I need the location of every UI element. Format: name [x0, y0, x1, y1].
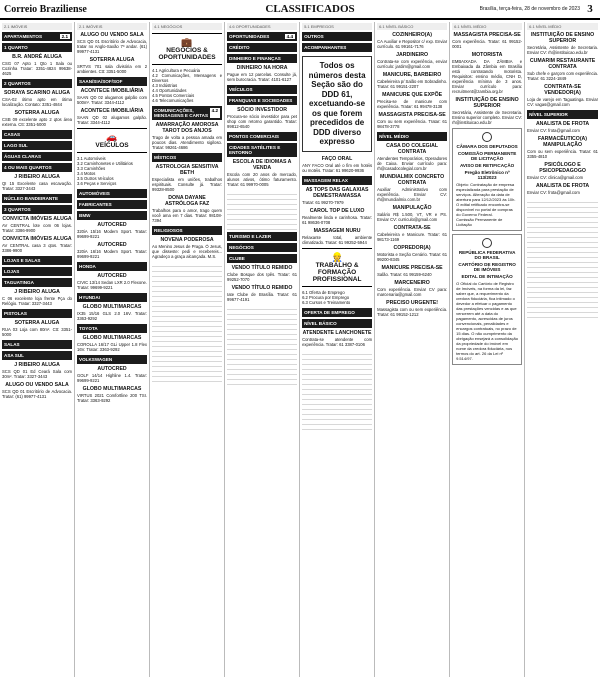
- ad-title: AMARRAÇÃO AMOROSA TAROT DOS ANJOS: [155, 122, 219, 134]
- ad-title: CASA DO COLEGIAL CONTRATA: [386, 143, 439, 155]
- section-index: [77, 156, 147, 186]
- ad-text: QI 15 Excelente casa escavação. Tratar: 3327-3443: [2, 181, 73, 191]
- text-filler: [227, 305, 297, 385]
- ad-title: MASSAGEM NURU: [313, 227, 361, 234]
- classified-ad: [452, 52, 522, 94]
- ad-text: Contrata-se com experiência, enviar currículo: jardim@gmail.com: [377, 59, 448, 69]
- classified-ad: [77, 273, 147, 290]
- category-label: OPORTUNIDADES: [229, 34, 270, 39]
- section-header-business: [152, 33, 222, 65]
- category-header: MASSAGEM RELAX: [302, 176, 372, 185]
- category-label: APARTAMENTOS: [4, 34, 43, 39]
- edital-text: O Oficial do Cartório de Registro de Imóveis, na forma da lei, faz saber que, a requerimento da credora fiduciária, fica intimado o devedor a efetuar o pagamento das prestações vencidas e as que vencerem até a data do pagamento, acrescidas de juros convencionais, penalidades e encargos contratuais, no prazo de 15 dias. O não cumprimento da obrigação ensejará a consolidação da propriedade do imóvel em nome da credora fiduciária, nos termos do art. 26 da Lei nº 9.514/97.: [456, 281, 518, 361]
- section-index: [152, 68, 222, 103]
- classified-ad: [377, 112, 447, 129]
- ad-title: VENDO TÍTULO REMIDO: [231, 265, 293, 271]
- official-edital: [452, 234, 522, 365]
- text-filler: [527, 198, 598, 318]
- classified-ad: [152, 195, 222, 223]
- ad-title: CONVICTA IMÓVEIS ALUGA: [2, 236, 72, 242]
- classified-ad: [377, 205, 447, 222]
- section-index: [302, 290, 372, 305]
- ad-text: Procura-se sócio investidor para pet shop com retorno garantido. Tratar: 99812-6540: [227, 114, 298, 129]
- ad-title: MUNDIALMIX CONCRETO CONTRATA: [380, 174, 445, 186]
- ad-title: CONTRATA-SE: [393, 225, 431, 231]
- classified-ad: [377, 32, 447, 49]
- car-icon: 🚗: [106, 132, 118, 142]
- ad-text: ANY FACO Oral até o fim em hotéis ou motéis. Tratar: 61 99620-9936: [302, 162, 373, 173]
- section-header-label: NEGÓCIOS & OPORTUNIDADES: [158, 47, 216, 61]
- ad-title: AUTOCRED: [97, 222, 127, 228]
- classified-ad: [527, 84, 598, 107]
- category-number: 2.1: [61, 34, 69, 39]
- category-header: VOLKSWAGEN: [77, 355, 147, 364]
- column-7: [450, 22, 525, 677]
- category-header: TAGUATINGA: [2, 278, 72, 287]
- classified-ad: [527, 58, 598, 81]
- section-title: CLASSIFICADOS: [265, 3, 355, 15]
- category-header: HYUNDAI: [77, 293, 147, 302]
- ad-title: GLOBO MULTIMARCAS: [82, 335, 142, 341]
- ad-title: J RIBEIRO ALUGA: [14, 362, 60, 368]
- section-header-jobs: [302, 248, 372, 287]
- ad-title: MOTORISTA: [471, 52, 503, 58]
- ad-text: SCS QD 01 Escritório de Advocacia. Tratar: (61) 99977-4131: [2, 389, 73, 399]
- column-tab: 4.6 OPORTUNIDADES: [227, 23, 297, 30]
- ad-title: FAÇO ORAL: [321, 155, 353, 162]
- category-header: TURISMO E LAZER: [227, 232, 297, 241]
- edital-org: REPÚBLICA FEDERATIVA DO BRASIL: [458, 250, 516, 260]
- ad-title: AUTOCRED: [97, 273, 127, 279]
- classified-ad: [527, 121, 598, 133]
- classified-ad: [452, 97, 522, 125]
- ad-title: CAROL TOP DE LUXO: [309, 207, 365, 214]
- classified-ad: [2, 289, 72, 306]
- classified-ad: [152, 237, 222, 259]
- ad-title: MARCENEIRO: [394, 280, 430, 286]
- ad-title: B.R. ANDRÉ ALUGA: [12, 54, 62, 60]
- column-grid: [0, 22, 600, 677]
- ad-text: CSB 09 excelente apto 2 qtos área externa. Ctt: 3351-5000: [2, 117, 73, 127]
- category-header: CLUBE: [227, 254, 297, 263]
- index-item: 4.3 Indústrias: [152, 83, 178, 88]
- classified-ad: [2, 54, 72, 76]
- category-header: SALAS: [2, 340, 72, 349]
- category-header: CASAS: [2, 130, 72, 139]
- classified-ad: [302, 208, 372, 225]
- category-header: ÁGUAS CLARAS: [2, 152, 72, 161]
- ad-title: MANICURE QUE EXPÕE: [382, 92, 443, 98]
- classified-ad: [452, 32, 522, 49]
- ad-text: CIVIC 13/14 Sedan LXR 2.0 Flexone. Tratar: 99699-9221: [77, 280, 148, 290]
- ad-title: MANIPULAÇÃO: [392, 205, 432, 211]
- ad-text: Realmente linda e carinhosa. Tratar: 61 98636-0708: [302, 214, 373, 225]
- ad-text: Salário R$ 1.500, VT, VR e PS. Enviar CV: curriculo@gmail.com: [377, 212, 448, 222]
- ad-text: Loja de varejo em Taguatinga. Enviar CV: vagas@gmail.com: [527, 97, 598, 107]
- ad-text: Enviar CV: clinica@gmail.com: [527, 175, 584, 180]
- category-header: CRÉDITO: [227, 43, 297, 52]
- ad-title: DONA DAYANE ASTRÓLOGA FAZ: [164, 195, 210, 207]
- coat-of-arms-icon: [482, 238, 492, 248]
- column-tab: 2.1 IMÓVEIS: [2, 23, 72, 30]
- ad-title: MANICURE, BARBEIRO: [382, 72, 442, 78]
- section-header-label: TRABALHO & FORMAÇÃO PROFISSIONAL: [312, 261, 362, 283]
- ad-text: Escola com 20 anos de mercado, alunos ativos, ótimo faturamento. Tratar: 61 99970-0005: [227, 172, 298, 187]
- ad-title: PSICÓLOGO E PSICOPEDAGOGO: [539, 162, 586, 174]
- category-header: NÍVEL BÁSICO: [302, 319, 372, 328]
- ad-title: CUMARIM RESTAURANTE CONTRATA: [529, 58, 596, 70]
- category-header: [227, 32, 297, 41]
- classified-ad: [377, 72, 447, 89]
- ad-title: NOVENA PODEROSA: [160, 237, 214, 243]
- ad-title: GLOBO MULTIMARCAS: [82, 304, 142, 310]
- ad-text: Trago de volta a pessoa amada em poucos dias. Atendimento sigiloso. Tratar: 99261-4686: [152, 135, 223, 150]
- column-tab: 2.1 IMÓVEIS: [77, 23, 147, 30]
- category-header: NEGÓCIOS: [227, 243, 297, 252]
- classified-ad: [77, 242, 147, 259]
- column-tab: 5.1 EMPREGOS: [302, 23, 372, 30]
- category-header: FABRICANTES: [77, 200, 147, 209]
- ad-title: A$ TOPS DAS GALAXIAS DEMESTRAMASSA: [305, 186, 369, 199]
- category-header: NÍVEL SUPERIOR: [527, 110, 598, 119]
- ad-title: ATENDENTE LANCHONETE: [302, 329, 372, 336]
- ad-text: Tratar: 61 99270-7979: [302, 199, 344, 205]
- ad-text: Relaxante total, ambiente climatizado. Tratar: 61 99252-5944: [302, 234, 373, 245]
- ad-title: INSTITUIÇÃO DE ENSINO SUPERIOR: [530, 32, 595, 44]
- publication-date: Brasília, terça-feira, 28 de novembro de 2023: [479, 6, 580, 12]
- ad-text: Salão. Tratar: 61 99159-6240: [377, 272, 432, 277]
- classified-ad: [2, 362, 72, 379]
- classified-ad: [77, 32, 147, 54]
- index-item: 4.6 Telecomunicações: [152, 98, 194, 103]
- classified-ad: [302, 156, 372, 173]
- ad-title: ALUGO OU VENDO SALA: [80, 32, 144, 38]
- ad-text: Iate Clube de Brasília. Tratar: 61 99677-4191: [227, 292, 298, 302]
- ad-text: SRTVS 701 sala divisória em 2 ambientes. Ctt: 3351-5000: [77, 64, 148, 74]
- text-filler: [302, 350, 372, 430]
- index-item: 6.3 Cursos e Treinamento: [302, 299, 351, 305]
- category-header: CIDADES SATÉLITES E ENTORNO: [227, 143, 297, 157]
- classified-ad: [227, 107, 297, 129]
- ad-title: JARDINEIRO: [396, 52, 429, 58]
- ad-title: MASSAGISTA PRECISA-SE: [378, 112, 446, 118]
- ad-text: SCS QD 01 Ed Ceará Sala com 30m². Tratar: 3327-3443: [2, 369, 73, 379]
- ad-text: Auxiliar Administrativo com experiência. Enviar CV: rh@mundialmix.com.br: [377, 187, 448, 202]
- index-item: 3.6 Peças e Serviços: [77, 181, 117, 186]
- category-header: LOJAS: [2, 267, 72, 276]
- classified-ad: [77, 335, 147, 352]
- classified-ad: [377, 52, 447, 69]
- ad-title: J RIBEIRO ALUGA: [14, 174, 60, 180]
- ad-text: Sub chefe e garçom com experiência. Tratar: 61 3224-1849: [527, 71, 598, 81]
- edital-title: EDITAL DE INTIMAÇÃO: [461, 274, 513, 279]
- ad-text: Ao Menino Jesus de Praga. Ó Jesus, que disseste: pedi e recebereis... Agradeço a graça alcançada. M.S.: [152, 244, 223, 259]
- ad-text: Com ou sem experiência. Tratar: 61 3355-4810: [527, 149, 598, 159]
- ad-text: Trabalhos para o amor, trago quem você ama em 7 dias. Tratar: 98108-7394: [152, 208, 223, 223]
- index-item: 4.2 Comunicações, Mensagens e Diversos: [152, 73, 223, 83]
- ad-text: Secretária, Assistente de Secretaria. Enviar CV: rh@instituicao.edu.br: [527, 45, 598, 55]
- category-header: OUTROS: [302, 32, 372, 41]
- category-header: TOYOTA: [77, 324, 147, 333]
- ad-title: ALUGO OU VENDO SALA: [5, 382, 69, 388]
- category-header: [152, 106, 222, 120]
- category-header: DINHEIRO E FINANÇAS: [227, 54, 297, 63]
- ad-title: ANALISTA DE FROTA: [535, 121, 590, 127]
- index-item: 4.1 Agricultura e Pecuária: [152, 68, 200, 73]
- ad-title: MANICURE PRECISA-SE: [381, 265, 443, 271]
- classified-ad: [2, 110, 72, 127]
- classified-ad: [377, 225, 447, 242]
- index-item: 3.4 Motos: [77, 171, 96, 176]
- classified-ad: [2, 236, 72, 253]
- category-header: SAAN/SIA/SOF/SOF: [77, 77, 147, 86]
- notice-text: Objeto: Contratação de empresa especializada para prestação de serviços. Alteração da data de abertura para 12/12/2023 às 10h. O edital retificado encontra-se disponível no portal de compras do Governo Federal.: [456, 182, 516, 217]
- classified-ad: [77, 88, 147, 105]
- category-header: HONDA: [77, 262, 147, 271]
- index-item: 4.5 Pontos Comerciais: [152, 93, 195, 98]
- page-number: 3: [587, 3, 593, 15]
- column-1: [0, 22, 75, 677]
- classified-ad: [377, 92, 447, 109]
- notice-title: AVISO DE RETIFICAÇÃO: [459, 163, 515, 168]
- column-2: [75, 22, 150, 677]
- ad-title: ESCOLA DE IDIOMAS A VENDA: [232, 159, 292, 171]
- category-header: 1 QUARTO: [2, 43, 72, 52]
- ad-text: Enviar CV: frota@gmail.com: [527, 190, 580, 195]
- classified-ad: [227, 65, 297, 82]
- category-header: 4 OU MAIS QUARTOS: [2, 163, 72, 172]
- classified-ad: [377, 174, 447, 202]
- category-header: NÍVEL MÉDIO: [377, 132, 447, 141]
- category-header: MÍSTICOS: [152, 153, 222, 162]
- ad-text: SCS QD 01 Escritório de Advocacia, tratar no Anglo-Saxão 7º andar. (61) 99977-4131: [77, 39, 148, 54]
- column-4: [225, 22, 300, 677]
- ad-text: Contrata-se atendente com experiência. Tratar: 61 3387-0106: [302, 336, 373, 347]
- ad-title: SOTERRA ALUGA: [14, 320, 60, 326]
- classified-ad: [227, 265, 297, 282]
- classified-ad: [377, 265, 447, 277]
- ad-text: SAAN QD 02 alugamos galpão com 500m². Tratar: 3344-4112: [77, 95, 148, 105]
- ad-text: Com ou sem experiência. Tratar: 61 98478-3778: [377, 119, 448, 129]
- ad-text: 320iA 15/16 Modern Sport. Tratar: 99699-9221: [77, 229, 148, 239]
- category-header: BMW: [77, 211, 147, 220]
- ad-text: EMBAIXADA DA ZÂMBIA e Embaixada da Zâmbia em Brasília está contratando motorista. Requisitos: ensino médio, CNH D, experiência mínima de 3 anos. Enviar currículo para: recruitment@zambia.org.br: [452, 59, 523, 94]
- classified-ad: [227, 159, 297, 187]
- category-header: 3 QUARTOS: [2, 205, 72, 214]
- classified-ad: [77, 57, 147, 74]
- ad-text: Cabeleireira p/ Salão em Sobradinho. Tratar: 61 99151-2207: [377, 79, 448, 89]
- briefcase-icon: 💼: [181, 37, 193, 47]
- classified-ad: [377, 245, 447, 262]
- classified-ad: [302, 330, 372, 347]
- notice-org: CÂMARA DOS DEPUTADOS: [456, 144, 518, 149]
- classified-ad: [152, 164, 222, 192]
- ad-title: COZINHEIRO(A): [392, 32, 432, 38]
- ad-text: 320iA 16/16 Modern Sport. Tratar: 99699-9221: [77, 249, 148, 259]
- classified-ad: [77, 108, 147, 125]
- ad-title: VENDO TÍTULO REMIDO: [231, 285, 293, 291]
- ad-text: Pague em 12 parcelas. Consulte já, sem burocracia. Tratar: 4101-6127: [227, 72, 298, 82]
- ad-title: DINHEIRO NA HORA: [236, 65, 288, 71]
- text-filler: [152, 262, 222, 382]
- ad-title: SÓCIO INVESTIDOR: [237, 107, 287, 113]
- ad-title: ACONTECE IMOBILIÁRIA: [80, 108, 144, 114]
- classified-ad: [77, 222, 147, 239]
- edital-dept: CARTÓRIO DE REGISTRO DE IMÓVEIS: [458, 262, 516, 272]
- ad-text: CSG 07 Apto 1 Qto 1 Sala ou Cozinha Tratar: 3351-4824 99638-4625: [2, 61, 73, 76]
- category-label: COMUNICAÇÕES, MENSAGENS E CARTAS: [154, 108, 209, 118]
- ad-text: CSA-02 ótimo apto em ótima localização. Contato: 3351-4844: [2, 97, 73, 107]
- classified-ad: [77, 366, 147, 383]
- classified-ad: [527, 32, 598, 55]
- notice-dept: COMISSÃO PERMANENTE DE LICITAÇÃO: [457, 151, 517, 161]
- category-header: RELIGIOSOS: [152, 226, 222, 235]
- category-header: NÚCLEO BANDEIRANTE: [2, 194, 72, 203]
- category-header: PONTOS COMERCIAIS: [227, 132, 297, 141]
- ad-text: Secretária, Assistente de Secretaria. Ensino superior completo. Enviar CV: rh@instituicao.edu.br: [452, 110, 523, 125]
- category-header: OFERTA DE EMPREGO: [302, 308, 372, 317]
- ad-text: AV CENTRAL lote com 06 lojas. Tratar: 3386-9900: [2, 223, 73, 233]
- index-item: 4.4 Oportunidades: [152, 88, 187, 93]
- classified-ad: [227, 285, 297, 302]
- category-header: ACOMPANHANTES: [302, 43, 372, 52]
- ad-text: COROLLA 16/17 GLi Upper 1.8 Flex 16V. Tratar: 3363-9292: [77, 342, 148, 352]
- category-header: ASA SUL: [2, 351, 72, 360]
- classified-ad: [2, 90, 72, 107]
- ad-text: RUA 03 Loja com 80m². Ctt: 3351-5000: [2, 327, 73, 337]
- ad-title: AUTOCRED: [97, 242, 127, 248]
- classified-ad: [2, 174, 72, 191]
- classified-ad: [77, 304, 147, 321]
- ad-title: COPREDOR(A): [393, 245, 431, 251]
- ad-text: SAAN QD 02 alugamos galpão. Tratar: 3344-4112: [77, 115, 148, 125]
- masthead: Correio Braziliense: [4, 3, 87, 15]
- category-header: VEÍCULOS: [227, 85, 297, 94]
- category-number: 4.4: [286, 34, 294, 39]
- ad-title: CONTRATA-SE VENDEDOR(A): [544, 84, 582, 96]
- ad-title: PRECISO URGENTE!: [386, 300, 439, 306]
- ad-text: Clube Bosque dos Ipês. Tratar: 61 99252-7070: [227, 272, 298, 282]
- notice-subtitle: Pregão Eletrônico nº 113/2023: [464, 170, 510, 180]
- column-tab: 6.1 NÍVEL BÁSICO: [377, 23, 447, 30]
- classified-ad: [377, 300, 447, 317]
- ad-title: ACONTECE IMOBILIÁRIA: [80, 88, 144, 94]
- ad-text: CA Auxiliar e Repositor c/ exp. Enviar currículo. 61 99161-7176: [377, 39, 448, 49]
- classified-ad: [2, 320, 72, 337]
- classified-ad: [377, 143, 447, 171]
- ad-title: FARMACÊUTICO(A) MANIPULAÇÃO: [538, 136, 588, 148]
- category-number: 4.2: [210, 108, 220, 118]
- column-8: [525, 22, 600, 677]
- classified-ad: [77, 386, 147, 403]
- ad-text: Enviar CV: frota@gmail.com: [527, 128, 580, 133]
- section-header-vehicles: [77, 128, 147, 153]
- ad-title: CONVICTA IMÓVEIS ALUGA: [2, 216, 72, 222]
- ad-title: GLOBO MULTIMARCAS: [82, 386, 142, 392]
- index-item: 3.1 Automóveis: [77, 156, 106, 161]
- ad-text: C 06 excelente loja frente Pça do Relógio. Tratar: 3327-3443: [2, 296, 73, 306]
- category-header: PISTOLAS: [2, 309, 72, 318]
- ad-title: SORAYA SCARINO ALUGA: [3, 90, 71, 96]
- worker-icon: 👷: [331, 251, 343, 262]
- ad-text: Massagista com ou sem experiência. Tratar: 61 99152-1212: [377, 307, 448, 317]
- category-header: LOJAS E SALAS: [2, 256, 72, 265]
- page-header: [0, 0, 600, 20]
- ad-text: Cabeleireira e Manicure. Tratar: 61 98173-1169: [377, 232, 448, 242]
- column-3: [150, 22, 225, 677]
- index-item: 3.5 Outros Veículos: [77, 176, 114, 181]
- ad-title: ASTROLOGIA SENSITIVA BETH: [155, 164, 219, 176]
- ad-text: Especialista em uniões, trabalhos espirituais. Consulte já. Tratar: 99328-8500: [152, 177, 223, 192]
- ad-title: ANALISTA DE FROTA: [535, 183, 590, 189]
- column-6: [375, 22, 450, 677]
- column-tab: 6.1 NÍVEL MÉDIO: [527, 23, 598, 30]
- classified-ad: [302, 228, 372, 245]
- index-item: 3.2 Caminhonetes e Utilitários: [77, 161, 133, 166]
- ad-text: Com experiência. Enviar CV para: marcenaria@gmail.com: [377, 287, 448, 297]
- classified-ad: [302, 187, 372, 205]
- classified-ad: [527, 183, 598, 195]
- category-header: AUTOMÓVEIS: [77, 189, 147, 198]
- category-header: FRANQUIAS E SOCIEDADES: [227, 96, 297, 105]
- ad-text: Com experiência. Tratar: 61 99152-0001: [452, 39, 523, 49]
- ad-title: MASSAGISTA PRECISA-SE: [453, 32, 521, 38]
- category-header: 2 QUARTOS: [2, 79, 72, 88]
- classified-ad: [2, 216, 72, 233]
- column-tab: 4.1 NEGÓCIOS: [152, 23, 222, 30]
- coat-of-arms-icon: [482, 132, 492, 142]
- category-header: [2, 32, 72, 41]
- ad-text: VIRTUS 2021 Comfortline 200 TSI. Tratar: 3363-9292: [77, 393, 148, 403]
- notice-signature: Comissão Permanente de Licitação: [456, 217, 503, 227]
- ad-title: INSTITUIÇÃO DE ENSINO SUPERIOR: [455, 97, 519, 109]
- ad-text: AV CENTRAL casa 3 qtos. Tratar: 3386-9900: [2, 243, 73, 253]
- index-item: 6.1 Oferta de Emprego: [302, 289, 345, 295]
- ad-title: AUTOCRED: [97, 366, 127, 372]
- ad-title: SOTERRA ALUGA: [89, 57, 135, 63]
- ad-text: Precisa-se de manicure com experiência. Tratar: 61 99478-3138: [377, 99, 448, 109]
- official-notice: [452, 128, 522, 231]
- ad-text: GOLF 14/14 Highline 1.4. Tratar: 99699-9221: [77, 373, 148, 383]
- ad-text: Atendentes Temporários, Operadores de Caixa. Enviar currículo para: rh@casadocolegial.com.br: [377, 156, 448, 171]
- classified-ad: [2, 382, 72, 399]
- classified-ad: [377, 280, 447, 297]
- column-5: [300, 22, 375, 677]
- classified-ad: [152, 122, 222, 150]
- classified-ad: [527, 162, 598, 180]
- classified-ad: [527, 136, 598, 159]
- category-header: LAGO SUL: [2, 141, 72, 150]
- ad-title: SOTERRA ALUGA: [14, 110, 60, 116]
- text-filler: [227, 190, 297, 230]
- ad-text: IX35 15/16 GLS 2.0 16V. Tratar: 3363-9292: [77, 311, 148, 321]
- section-header-label: VEÍCULOS: [95, 142, 129, 149]
- column-tab: 6.1 NÍVEL MÉDIO: [452, 23, 522, 30]
- ad-title: J RIBEIRO ALUGA: [14, 289, 60, 295]
- index-item: 6.2 Procura por Emprego: [302, 294, 350, 300]
- ad-text: Motorista e Seção Cenário. Tratar: 61 99200-8345: [377, 252, 448, 262]
- ddd-notice: Todos os números desta Seção são do DDD 61, excetuando-se os que forem precedidos de DDD diverso expresso: [302, 56, 372, 152]
- index-item: 3.3 Caminhões: [77, 166, 106, 171]
